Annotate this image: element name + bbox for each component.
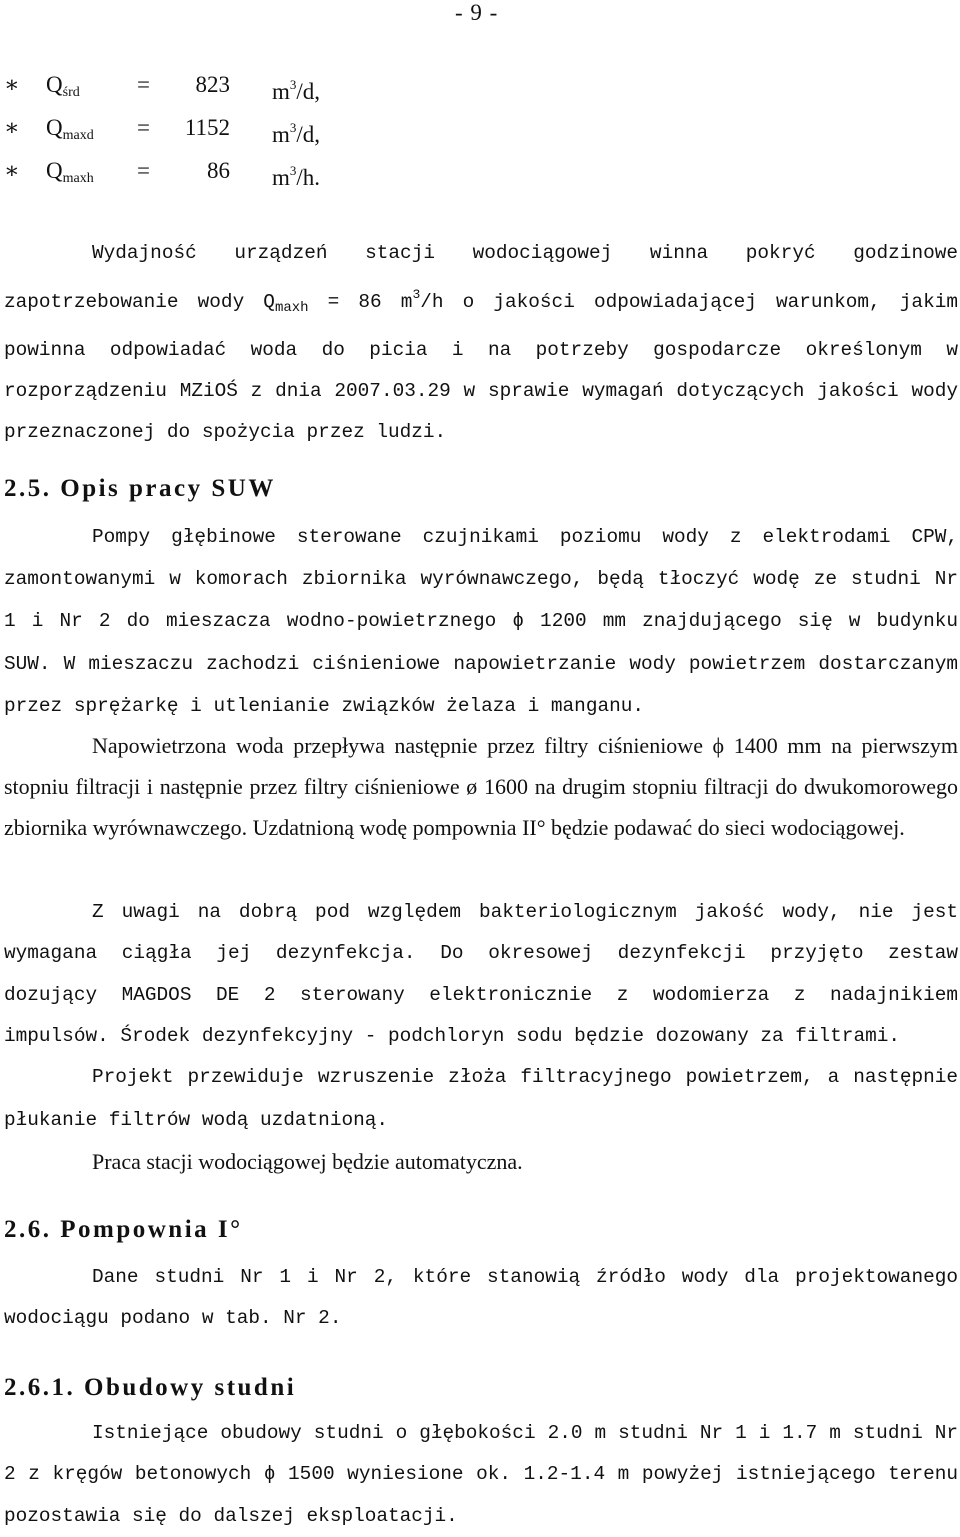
flow-value: 823	[195, 72, 230, 97]
unit-exponent: 3	[289, 77, 297, 92]
page-number: - 9 -	[455, 0, 499, 25]
paragraph-projekt: Projekt przewiduje wzruszenie złoża filtracyjnego powietrzem, a następnie płukanie filtrów wodą uzdatnioną.	[4, 1066, 958, 1131]
flow-unit	[272, 149, 320, 199]
flow-subscript: śrd	[62, 85, 80, 100]
intro-paragraph	[4, 233, 958, 453]
flow-symbol-letter: Q	[46, 115, 63, 140]
bullet-icon: ∗	[4, 158, 20, 183]
bullet-icon: ∗	[4, 72, 20, 97]
equals-sign: =	[137, 158, 150, 183]
paragraph-napowietrzona: Napowietrzona woda przepływa następnie przez filtry ciśnieniowe ϕ 1400 mm na pierwszym stopniu filtracji i następnie przez filtry ciśnieniowe ø 1600 na drugim stopniu filtracji do dwukomorowego zbiornika wyrównawczego. Uzdatnioną wodę pompownia II° będzie podawać do sieci wodociągowej.	[4, 733, 958, 840]
paragraph-pompy: Pompy głębinowe sterowane czujnikami poziomu wody z elektrodami CPW, zamontowanymi w komorach zbiornika wyrównawczego, będą tłoczyć wodę ze studni Nr 1 i Nr 2 do mieszacza wodno-powietrznego ϕ 1200 mm znajdującego się w budynku SUW. W mieszaczu zachodzi ciśnieniowe napowietrzanie wody powietrzem dostarczanym przez sprężarkę i utlenianie związków żelaza i manganu.	[4, 526, 958, 717]
flow-symbol-letter: Q	[46, 72, 63, 97]
intro-text-after: = 86 m	[308, 291, 413, 314]
section-heading-2-6: 2.6. Pompownia I°	[4, 1216, 243, 1243]
equals-sign: =	[137, 115, 150, 140]
flow-symbol	[46, 149, 94, 200]
flow-subscript: maxd	[62, 128, 94, 143]
paragraph-dane-studni: Dane studni Nr 1 i Nr 2, które stanowią źródło wody dla projektowanego wodociągu podano w tab. Nr 2.	[4, 1266, 958, 1330]
flow-subscript: maxh	[62, 171, 94, 186]
unit-base: m	[272, 122, 290, 147]
unit-rest: /d,	[296, 79, 321, 104]
intro-q-subscript: maxh	[274, 300, 309, 317]
unit-exponent: 3	[289, 120, 297, 135]
section-heading-2-6-1: 2.6.1. Obudowy studni	[4, 1374, 297, 1401]
intro-text-rest: /h o jakości odpowiadającej warunkom, jakim powinna odpowiadać woda do picia i na potrzeby gospodarcze określonym w rozporządzeniu MZiOŚ z dnia 2007.03.29 w sprawie wymagań dotyczących jakości wody przeznaczonej do spożycia przez ludzi.	[4, 291, 958, 444]
unit-base: m	[272, 79, 290, 104]
paragraph-dezynfekcja: Z uwagi na dobrą pod względem bakteriologicznym jakość wody, nie jest wymagana ciągła jej dezynfekcja. Do okresowej dezynfekcji przyjęto zestaw dozujący MAGDOS DE 2 sterowany elektronicznie z wodomierza z nadajnikiem impulsów. Środek dezynfekcyjny - podchloryn sodu będzie dozowany za filtrami.	[4, 901, 958, 1047]
unit-rest: /d,	[296, 122, 321, 147]
unit-base: m	[272, 165, 290, 190]
intro-text-before: Wydajność urządzeń stacji wodociągowej winna pokryć godzinowe zapotrzebowanie wody Q	[4, 242, 958, 314]
paragraph-obudowy: Istniejące obudowy studni o głębokości 2.0 m studni Nr 1 i 1.7 m studni Nr 2 z kręgów betonowych ϕ 1500 wyniesione ok. 1.2-1.4 m powyżej istniejącego terenu pozostawia się do dalszej eksploatacji.	[4, 1422, 958, 1527]
paragraph-praca: Praca stacji wodociągowej będzie automatyczna.	[92, 1149, 523, 1174]
equals-sign: =	[137, 72, 150, 97]
section-heading-2-5: 2.5. Opis pracy SUW	[4, 475, 276, 502]
flow-value: 1152	[184, 115, 230, 140]
unit-rest: /h.	[296, 165, 321, 190]
flow-value: 86	[207, 158, 230, 183]
flow-symbol-letter: Q	[46, 158, 63, 183]
bullet-icon: ∗	[4, 115, 20, 140]
unit-exponent: 3	[289, 163, 297, 178]
intro-exponent: 3	[412, 287, 421, 303]
